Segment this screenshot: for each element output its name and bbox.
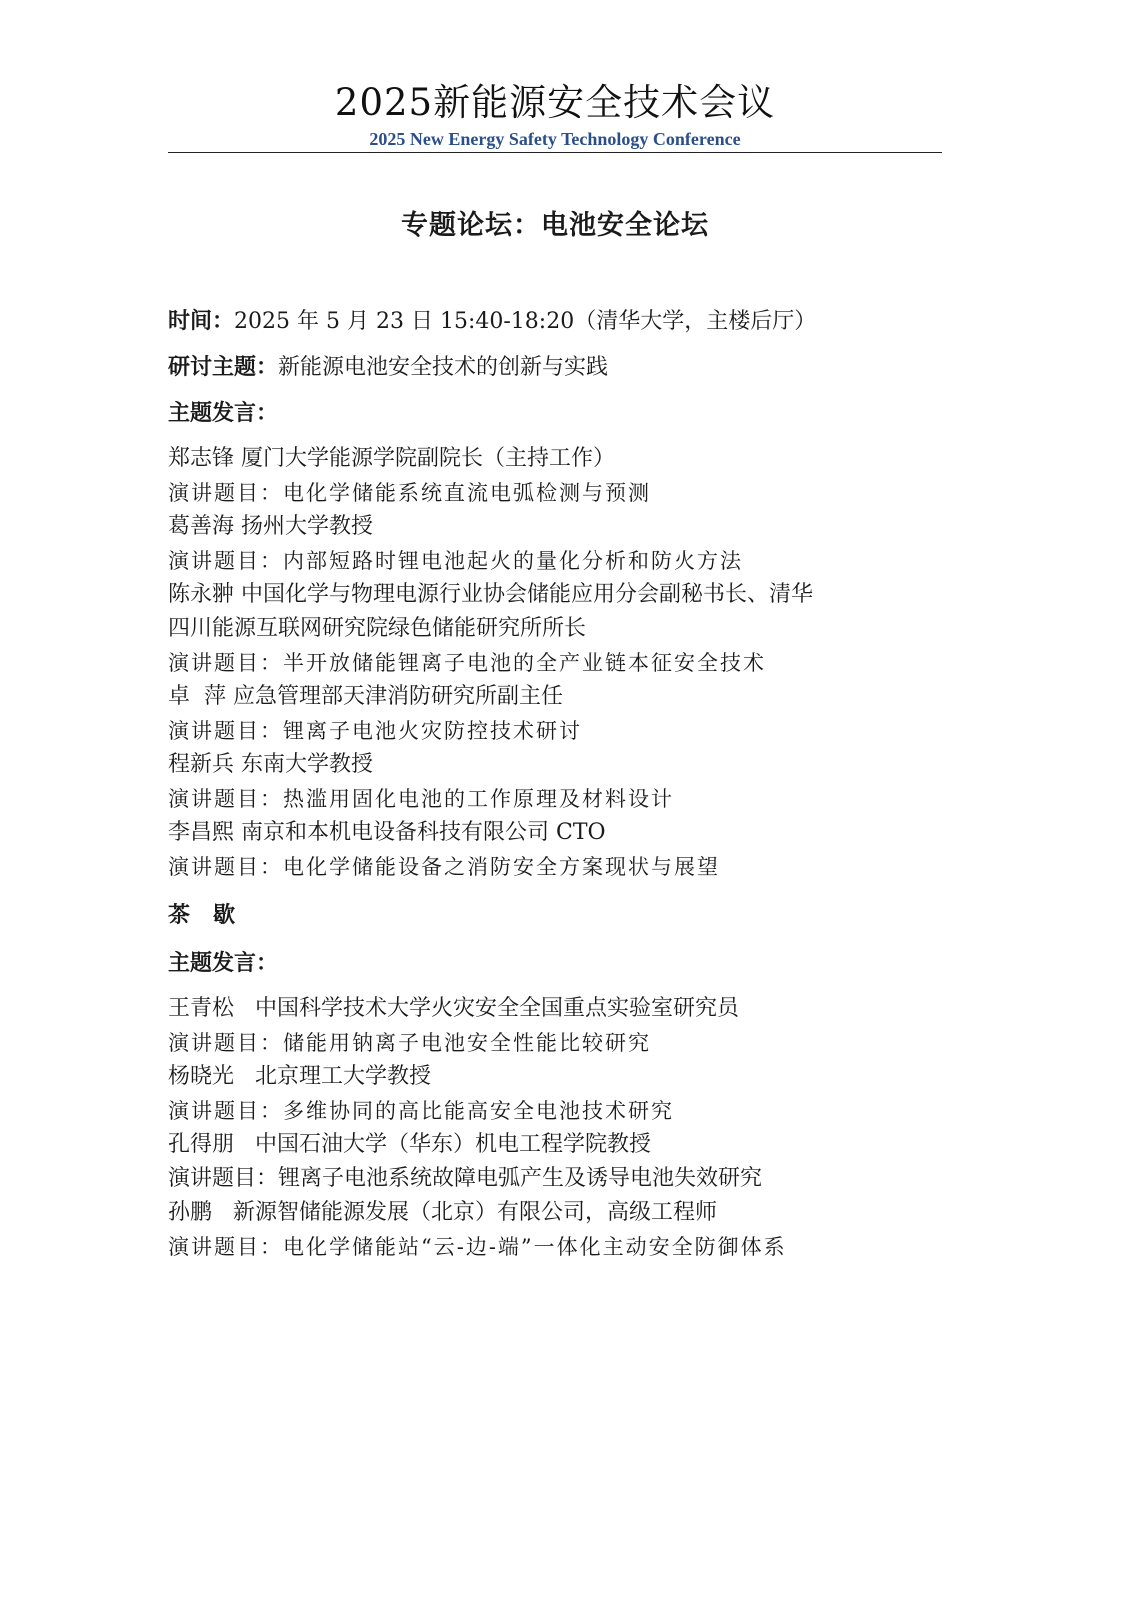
theme-label: 研讨主题： <box>168 354 279 380</box>
speaker-line: 葛善海 扬州大学教授 <box>168 514 373 539</box>
time-line <box>168 304 968 342</box>
section1-list <box>168 442 968 884</box>
tea-break-label: 茶 歇 <box>168 902 235 928</box>
talk-title-line: 演讲题目：多维协同的高比能高安全电池技术研究 <box>168 1099 674 1123</box>
talk-title-line: 演讲题目：热滥用固化电池的工作原理及材料设计 <box>168 787 674 811</box>
speaker-line: 陈永翀 中国化学与物理电源行业协会储能应用分会副秘书长、清华 <box>168 582 813 607</box>
talk-title-line: 演讲题目：半开放储能锂离子电池的全产业链本征安全技术 <box>168 651 766 675</box>
talk-title-line: 演讲题目：锂离子电池火灾防控技术研讨 <box>168 719 582 743</box>
speaker-line: 卓 萍 应急管理部天津消防研究所副主任 <box>168 684 563 709</box>
speaker-line: 王青松 中国科学技术大学火灾安全全国重点实验室研究员 <box>168 996 739 1021</box>
theme-value: 新能源电池安全技术的创新与实践 <box>278 355 609 380</box>
forum-title: 专题论坛：电池安全论坛 <box>401 210 709 241</box>
speaker-line: 杨晓光 北京理工大学教授 <box>168 1064 431 1089</box>
speaker-line: 孔得朋 中国石油大学（华东）机电工程学院教授 <box>168 1132 651 1157</box>
speaker-line: 孙鹏 新源智储能源发展（北京）有限公司，高级工程师 <box>168 1200 717 1225</box>
conference-title-en: 2025 New Energy Safety Technology Conference <box>369 129 741 149</box>
section2-list <box>168 992 968 1264</box>
time-label: 时间： <box>168 308 235 334</box>
time-value: 2025 年 5 月 23 日 15:40-18:20（清华大学，主楼后厅） <box>234 309 817 334</box>
section1-heading: 主题发言： <box>168 400 279 426</box>
talk-title-line: 演讲题目：储能用钠离子电池安全性能比较研究 <box>168 1031 651 1055</box>
talk-title-line: 演讲题目：锂离子电池系统故障电弧产生及诱导电池失效研究 <box>168 1166 763 1191</box>
theme-line <box>168 350 968 388</box>
conference-header <box>168 78 942 150</box>
talk-title-line: 演讲题目：内部短路时锂电池起火的量化分析和防火方法 <box>168 549 743 573</box>
section2-heading: 主题发言： <box>168 950 279 976</box>
speaker-line: 郑志锋 厦门大学能源学院副院长（主持工作） <box>168 446 615 471</box>
conference-title-cn: 2025新能源安全技术会议 <box>334 81 776 124</box>
header-divider <box>168 152 942 153</box>
talk-title-line: 演讲题目：电化学储能系统直流电弧检测与预测 <box>168 481 651 505</box>
program-content <box>168 304 968 1264</box>
speaker-line: 程新兵 东南大学教授 <box>168 752 373 777</box>
talk-title-line: 演讲题目：电化学储能站“云-边-端”一体化主动安全防御体系 <box>168 1235 787 1259</box>
talk-title-line: 演讲题目：电化学储能设备之消防安全方案现状与展望 <box>168 855 720 879</box>
speaker-line-continued: 四川能源互联网研究院绿色储能研究所所长 <box>168 616 587 641</box>
speaker-line: 李昌熙 南京和本机电设备科技有限公司 CTO <box>168 820 606 845</box>
